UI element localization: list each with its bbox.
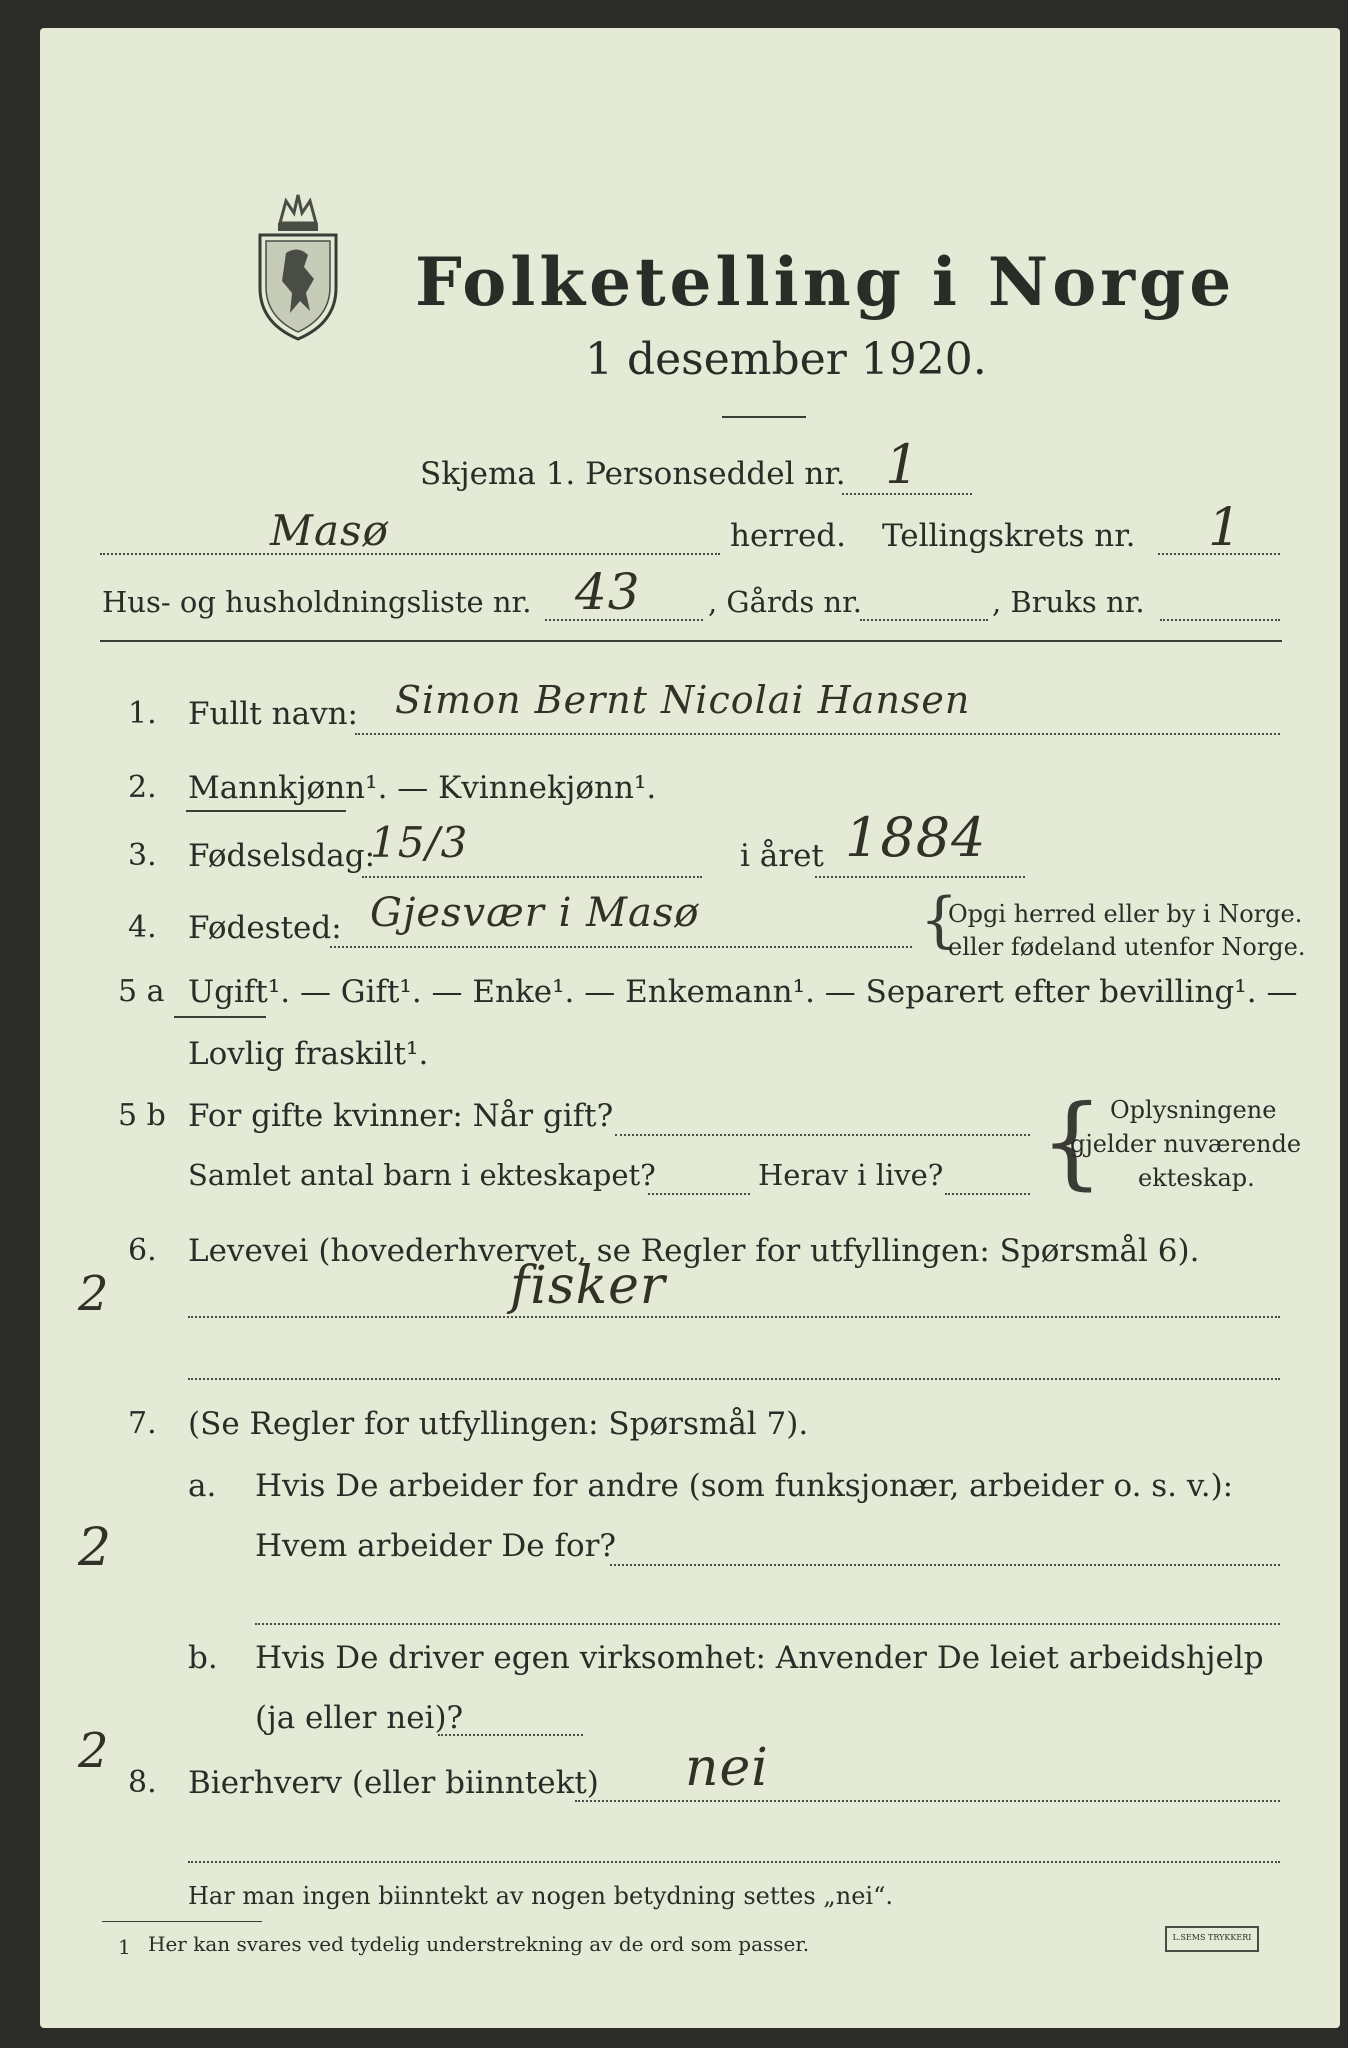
- footnote-text: Her kan svares ved tydelig understrekning av de ord som passer.: [148, 1932, 810, 1956]
- printer-stamp-text: L.SEMS TRYKKERI: [1172, 1933, 1252, 1942]
- q1-number: 1.: [128, 696, 157, 731]
- q6-label: Levevei (hovederhvervet, se Regler for utfyllingen: Spørsmål 6).: [188, 1233, 1200, 1269]
- q7b-field: [438, 1734, 583, 1736]
- q5b-note-brace: {: [1040, 1083, 1104, 1200]
- q7b-line2: (ja eller nei)?: [255, 1700, 464, 1736]
- bruks-field: [1160, 619, 1280, 621]
- q6-answer: fisker: [510, 1256, 666, 1316]
- q7b-letter: b.: [188, 1640, 218, 1676]
- q4-answer: Gjesvær i Masø: [370, 890, 700, 936]
- q3-label: Fødselsdag:: [188, 838, 376, 874]
- q1-field: [355, 733, 1280, 735]
- q8-field-2: [188, 1861, 1280, 1863]
- bruks-label: , Bruks nr.: [992, 585, 1145, 619]
- header-divider: [100, 640, 1282, 642]
- q6-margin-mark: 2: [78, 1266, 110, 1322]
- q5b-children-label: Samlet antal barn i ekteskapet?: [188, 1158, 656, 1192]
- q3-number: 3.: [128, 838, 157, 873]
- q7a-line2: Hvem arbeider De for?: [255, 1528, 617, 1564]
- q4-number: 4.: [128, 910, 157, 945]
- footnote-mark: 1: [118, 1935, 131, 1959]
- husliste-label: Hus- og husholdningsliste nr.: [102, 585, 532, 619]
- schema-number-value: 1: [885, 433, 921, 496]
- q6-field-2: [188, 1378, 1280, 1380]
- schema-label: Skjema 1. Personseddel nr.: [420, 456, 846, 492]
- q2-number: 2.: [128, 770, 157, 805]
- tellingskrets-value: 1: [1208, 498, 1243, 558]
- q3-day: 15/3: [370, 818, 469, 867]
- tellingskrets-label: Tellingskrets nr.: [882, 518, 1136, 554]
- q7a-field-2: [255, 1623, 1280, 1625]
- q4-note-line2: eller fødeland utenfor Norge.: [948, 933, 1306, 961]
- q4-field: [330, 946, 912, 948]
- q3-year: 1884: [845, 806, 987, 869]
- q5b-note-line1: Oplysningene: [1110, 1096, 1277, 1124]
- q5b-alive-label: Herav i live?: [758, 1158, 944, 1192]
- herred-label: herred.: [730, 518, 846, 554]
- printer-stamp: [1165, 1926, 1259, 1952]
- herred-field: [100, 553, 720, 555]
- q5b-alive-field: [945, 1193, 1030, 1195]
- q4-note-brace: {: [920, 885, 959, 955]
- q2-mannkjonn-underline: [186, 810, 346, 812]
- q7-number: 7.: [128, 1406, 157, 1441]
- q3-year-label: i året: [740, 838, 824, 874]
- q1-label: Fullt navn:: [188, 696, 358, 732]
- q8-answer: nei: [685, 1738, 769, 1798]
- q5b-married-field: [615, 1134, 1030, 1136]
- herred-value: Masø: [270, 506, 389, 555]
- q8-number: 8.: [128, 1765, 157, 1800]
- husliste-value: 43: [575, 563, 641, 621]
- q5b-number: 5 b: [118, 1098, 166, 1133]
- q8-margin-mark: 2: [78, 1723, 110, 1779]
- form-title: Folketelling i Norge: [415, 243, 1236, 321]
- q3-day-field: [362, 876, 702, 878]
- q5b-married-label: For gifte kvinner: Når gift?: [188, 1098, 614, 1134]
- q5a-ugift-underline: [174, 1016, 266, 1018]
- q1-answer: Simon Bernt Nicolai Hansen: [395, 678, 971, 722]
- q6-number: 6.: [128, 1233, 157, 1268]
- q5a-line2: Lovlig fraskilt¹.: [188, 1036, 429, 1072]
- q5b-note-line2: gjelder nuværende: [1070, 1130, 1302, 1158]
- q2-label: Mannkjønn¹. — Kvinnekjønn¹.: [188, 770, 657, 806]
- q4-note-line1: Opgi herred eller by i Norge.: [948, 900, 1303, 928]
- q7a-letter: a.: [188, 1468, 217, 1504]
- q7-margin-mark: 2: [78, 1518, 113, 1578]
- title-divider: [722, 416, 806, 418]
- q5b-note-line3: ekteskap.: [1138, 1164, 1255, 1192]
- q6-field-1: [188, 1316, 1280, 1318]
- gards-label: , Gårds nr.: [708, 585, 862, 619]
- q3-year-field: [815, 876, 1025, 878]
- q5a-line1: Ugift¹. — Gift¹. — Enke¹. — Enkemann¹. — Separert efter bevilling¹. —: [188, 974, 1298, 1010]
- coat-of-arms-icon: [250, 183, 346, 343]
- q8-field: [575, 1800, 1280, 1802]
- q7-label: (Se Regler for utfyllingen: Spørsmål 7).: [188, 1406, 809, 1442]
- q4-label: Fødested:: [188, 910, 342, 946]
- census-date: 1 desember 1920.: [585, 334, 987, 385]
- gards-field: [860, 619, 988, 621]
- q7a-line1: Hvis De arbeider for andre (som funksjonær, arbeider o. s. v.):: [255, 1468, 1234, 1504]
- census-form: [40, 28, 1340, 2028]
- biinntekt-note: Har man ingen biinntekt av nogen betydning settes „nei“.: [188, 1882, 893, 1910]
- q7b-line1: Hvis De driver egen virksomhet: Anvender De leiet arbeidshjelp: [255, 1640, 1264, 1676]
- q5b-children-field: [648, 1193, 750, 1195]
- q8-label: Bierhverv (eller biinntekt): [188, 1765, 599, 1801]
- q7a-field-1: [610, 1564, 1280, 1566]
- q5a-number: 5 a: [118, 974, 165, 1009]
- footnote-divider: [102, 1921, 262, 1922]
